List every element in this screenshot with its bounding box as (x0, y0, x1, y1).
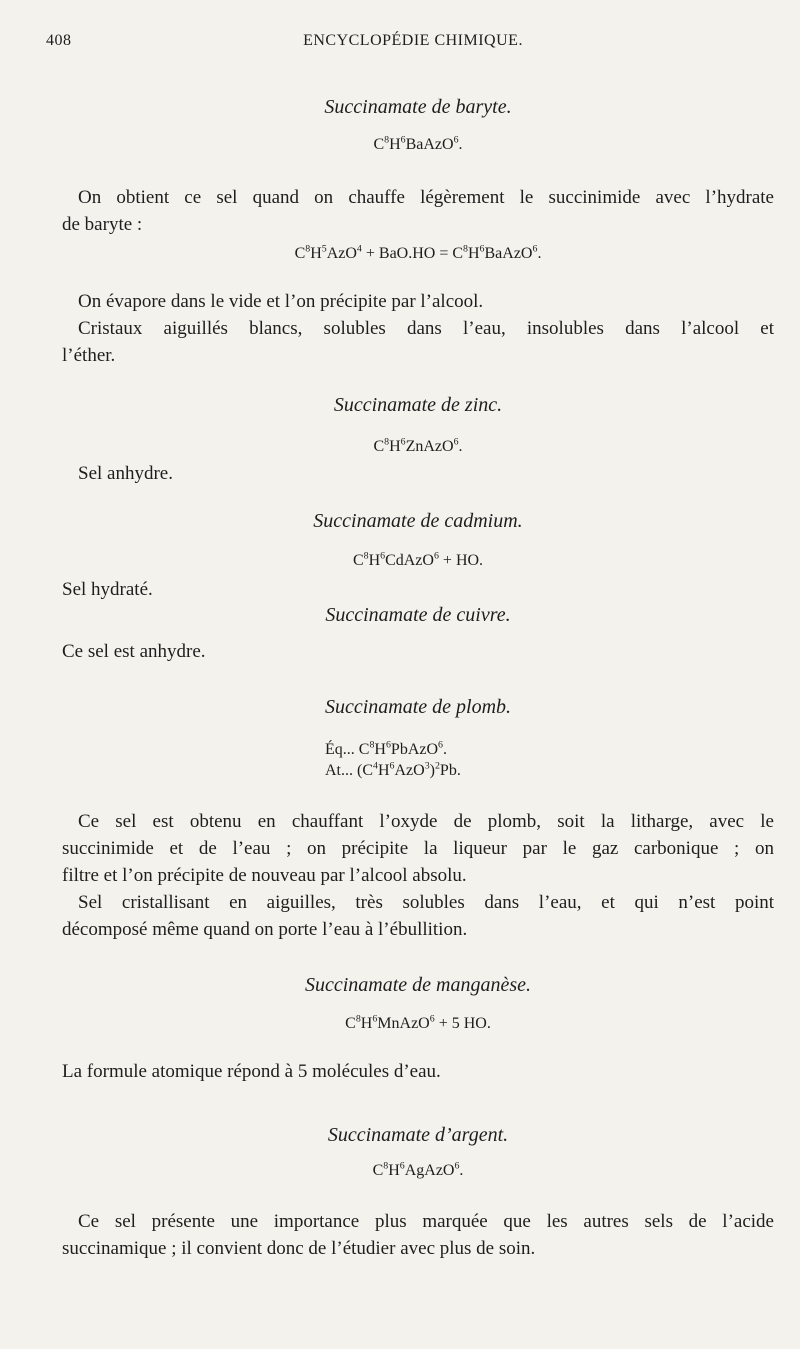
page-header (46, 32, 780, 56)
paragraph-baryte-2 (62, 288, 774, 369)
formula-baryte: $C^8H^6BaAzO^6$. (373, 134, 463, 153)
text-line: décomposé même quand on porte l’eau à l’ébullition. (62, 919, 468, 940)
text-line: Ce sel présente une importance plus marquée que les autres sels de l’acide (78, 1211, 774, 1232)
text-line: succinamique ; il convient donc de l’étudier avec plus de soin. (62, 1238, 536, 1259)
page-number: 408 (46, 32, 72, 49)
paragraph-argent (62, 1208, 774, 1262)
formula-plomb-atomic: At... $(C^4H^6AzO^3)^2Pb$. (325, 760, 461, 779)
formula-plomb-equivalent: Éq... $C^8H^6PbAzO^6$. (325, 739, 447, 758)
note-zinc (62, 460, 774, 487)
section-title-cadmium: Succinamate de cadmium. (313, 510, 523, 532)
note-cadmium (62, 576, 774, 603)
equation-baryte: $C^8H^5AzO^4 + BaO.HO$ = $C^8H^6BaAzO^6$. (294, 243, 542, 262)
text-line: de baryte : (62, 214, 143, 235)
text-line: l’éther. (62, 345, 116, 366)
text-line: On évapore dans le vide et l’on précipite par l’alcool. (78, 291, 484, 312)
section-title-zinc: Succinamate de zinc. (333, 394, 503, 416)
text-line: Sel cristallisant en aiguilles, très solubles dans l’eau, et qui n’est point (78, 892, 774, 913)
section-title-argent: Succinamate d’argent. (327, 1124, 509, 1146)
paragraph-plomb (62, 808, 774, 943)
formula-argent: $C^8H^6AgAzO^6$. (372, 1160, 464, 1179)
section-title-baryte: Succinamate de baryte. (324, 96, 512, 118)
running-title: ENCYCLOPÉDIE CHIMIQUE. (303, 32, 523, 49)
note-manganese (62, 1058, 774, 1085)
section-title-manganese: Succinamate de manganèse. (304, 974, 532, 996)
section-title-plomb: Succinamate de plomb. (324, 696, 512, 718)
text-line: La formule atomique répond à 5 molécules d’eau. (62, 1061, 441, 1082)
text-line: Sel hydraté. (62, 579, 153, 600)
section-title-cuivre: Succinamate de cuivre. (325, 604, 511, 626)
text-line: succinimide et de l’eau ; on précipite la liqueur par le gaz carbonique ; on (62, 838, 774, 859)
formula-zinc: $C^8H^6ZnAzO^6$. (373, 436, 463, 455)
text-line: On obtient ce sel quand on chauffe légèrement le succinimide avec l’hydrate (78, 187, 774, 208)
text-line: Ce sel est anhydre. (62, 641, 206, 662)
formula-manganese: $C^8H^6MnAzO^6 + 5$ HO. (345, 1013, 491, 1032)
text-line: filtre et l’on précipite de nouveau par l’alcool absolu. (62, 865, 467, 886)
note-cuivre (62, 638, 774, 665)
formula-cadmium: $C^8H^6CdAzO^6$ + HO. (352, 550, 484, 569)
paragraph-baryte-1 (62, 184, 774, 238)
text-line: Cristaux aiguillés blancs, solubles dans l’eau, insolubles dans l’alcool et (78, 318, 774, 339)
text-line: Ce sel est obtenu en chauffant l’oxyde de plomb, soit la litharge, avec le (78, 811, 774, 832)
text-line: Sel anhydre. (78, 463, 173, 484)
